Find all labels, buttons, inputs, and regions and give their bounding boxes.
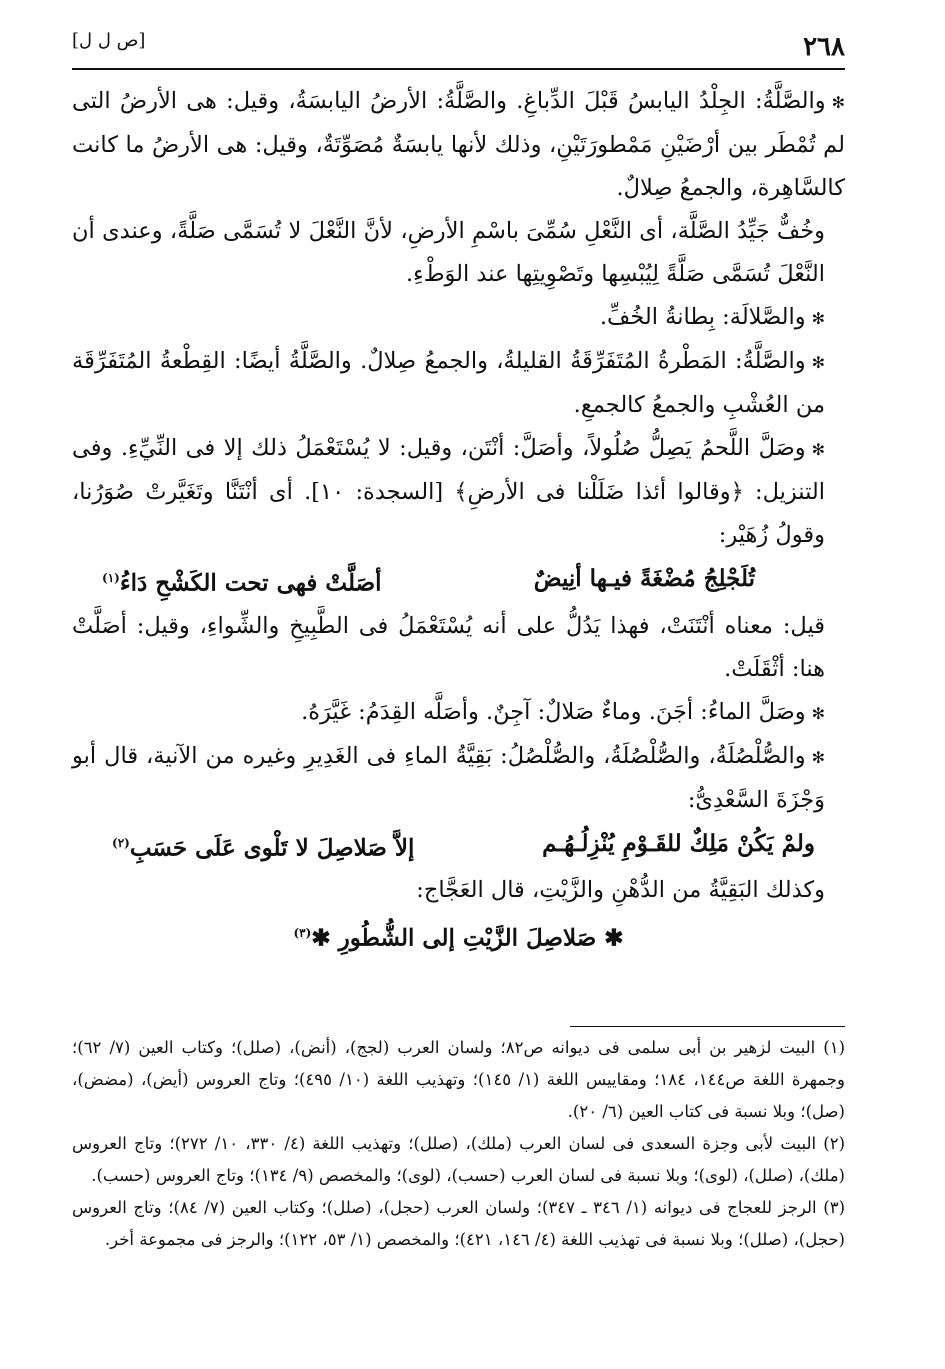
verse-hemistich-second: [112, 822, 414, 870]
asterisk-icon: ✻: [811, 309, 825, 328]
footnote-marker: (٢): [112, 835, 130, 850]
footnote: (٢) البيت لأبى وجزة السعدى فى لسان العرب (ملك)، (صلل)؛ وتهذيب اللغة (٤/ ٣٣٠، ١٠/ ٢٧٢)؛ وتاج العروس (ملك)، (صلل)، (لوى)؛ وبلا نسبة فى لسان العرب (حسب)، (لوى)؛ والمخصص (٩/ ١٣٤)؛ وتاج العروس (حسب).: [72, 1134, 846, 1185]
entry-paragraph: [72, 340, 845, 427]
entry-text: والصَّلَّةُ: المَطْرةُ المُتَفَرِّقَةُ القليلةُ، والجمعُ صِلالٌ. والصَّلَّةُ أيضًا: القِطْعةُ المُتَفَرِّقَة من العُشْبِ والجمعُ كالجمعِ.: [72, 348, 825, 418]
poetry-verse: [72, 822, 845, 870]
entry-text: قيل: معناه أنْتَنَتْ، فهذا يَدُلُّ على أنه يُسْتَعْمَلُ فى الطَّبِيخِ والشِّواءِ، وقيل: أصَلَّتْ هنا: أثْقَلَتْ.: [72, 612, 825, 682]
footnote-marker: (١): [102, 571, 120, 585]
page-number: ٢٦٨: [803, 32, 845, 62]
root-label: [ص ل ل]: [72, 30, 146, 51]
poetry-verse: [72, 557, 845, 605]
verse-hemistich-first: ولمْ يَكُنْ مَلِكٌ للقَـوْمِ يُنْزِلُـهُـم: [542, 829, 815, 857]
footnote-marker: (٣): [293, 926, 312, 941]
footnote: (٣) الرجز للعجاج فى ديوانه (١/ ٣٤٦ ـ ٣٤٧)؛ ولسان العرب (حجل)، (صلل)؛ وكتاب العين (٧/ ٨٤)؛ وتاج العروس (حجل)، (صلل)؛ وبلا نسبة فى تهذيب اللغة (٤/ ١٤٦، ٤٢١)؛ والمخصص (١/ ٥٣، ١٢٢)؛ والرجز فى مجموعة أخر.: [72, 1198, 845, 1249]
footnote-rule: [570, 1026, 845, 1027]
footnote: (١) البيت لزهير بن أبى سلمى فى ديوانه ص٨٢؛ ولسان العرب (لجج)، (أنض)، (صلل)؛ وكتاب العين (٧/ ٦٢)؛ وجمهرة اللغة ص١٤٤، ١٨٤؛ ومقاييس اللغة (١/ ١٤٥)؛ وتهذيب اللغة (١٠/ ٤٩٥)؛ وتاج العروس (أيض)، (مضض)، (صل)؛ وبلا نسبة فى كتاب العين (٦/ ٢٠).: [72, 1038, 845, 1121]
entry-paragraph: [72, 869, 845, 912]
entry-paragraph: [72, 80, 845, 210]
main-text: [72, 80, 845, 960]
entry-text: والصَّلالَة: بِطانةُ الخُفِّ.: [599, 304, 806, 330]
verse-text: إلاَّ صَلاصِلَ لا تَلْوى عَلَى حَسَبِ: [129, 834, 415, 862]
asterisk-icon: ✻: [831, 93, 845, 112]
entry-paragraph: [72, 210, 845, 296]
footnotes: [72, 1032, 845, 1256]
verse-hemistich-second: [102, 557, 382, 605]
asterisk-icon: ✱: [596, 924, 624, 952]
entry-text: وخُفٌّ جَيِّدُ الصَّلَّة، أى النَّعْلِ سُمِّىَ باسْمِ الأرضِ، لأنَّ النَّعْلَ لا تُسَمَّى صَلَّةً، وعندى أن النَّعْلَ تُسَمَّى صَلَّةً لِيُبْسِها وتَصْوِيتِها عند الوَطْءِ.: [72, 218, 825, 287]
verse-text: أصَلَّتْ فهى تحت الكَشْحِ دَاءُ: [119, 569, 382, 597]
asterisk-icon: ✻: [811, 353, 825, 372]
page-header: [72, 26, 845, 70]
entry-text: والصُّلْصُلَةُ، والصُّلْصُلَةُ، والصُّلْصُلُ: بَقِيَّةُ الماءِ فى الغَدِيرِ وغيره من الآنية، قال أبو وَجْزَةَ السَّعْدِىُّ:: [72, 742, 825, 813]
entry-text: والصَّلَّةُ: الجِلْدُ اليابسُ قَبْلَ الدِّباغِ. والصَّلَّةُ: الأرضُ اليابسَةُ، وقيل: هى الأرضُ التى لم تُمْطَر بين أرْضَيْنِ مَمْطورَتَيْنِ، وذلك لأنها يابسَةٌ مُصَوِّتَةٌ، وقيل: هى الأرضُ ما كانت كالسَّاهِرة، والجمعُ صِلالٌ.: [72, 88, 845, 201]
asterisk-icon: ✻: [811, 747, 825, 767]
header-rule: [72, 68, 845, 70]
entry-text: وصَلَّ اللَّحمُ يَصِلُّ صُلُولاً، وأصَلَّ: أنْتَن، وقيل: لا يُسْتَعْمَلُ ذلك إلا فى النِّيِّءِ. وفى التنزيل: ﴿وقالوا أئذا ضَلَلْنا فى الأرضِ﴾ [السجدة: ١٠]. أى أنْتَنَّا وتَغَيَّرتْ صُوَرُنا، وقولُ زُهَيْر:: [72, 435, 825, 548]
entry-text: وصَلَّ الماءُ: أجَنَ. وماءٌ صَلالٌ: آجِنٌ. وأصَلَّه القِدَمُ: غَيَّرَهُ.: [301, 698, 806, 725]
entry-paragraph: [72, 427, 845, 557]
entry-paragraph: [72, 691, 845, 735]
entry-text: وكذلك البَقِيَّةُ من الدُّهْنِ والزَّيْتِ، قال العَجَّاج:: [416, 877, 825, 904]
entry-paragraph: [72, 296, 845, 340]
rajaz-line: [72, 912, 845, 960]
asterisk-icon: ✻: [811, 440, 825, 459]
entry-paragraph: [72, 735, 845, 822]
entry-paragraph: [72, 605, 845, 691]
rajaz-text: صَلاصِلَ الزَّيْتِ إلى الشُّطُورِ: [338, 924, 597, 952]
verse-hemistich-first: تُلَجْلِجُ مُضْغَةً فيـها أنِيضٌ: [533, 565, 755, 592]
asterisk-icon: ✱: [311, 924, 339, 952]
asterisk-icon: ✻: [811, 703, 825, 723]
